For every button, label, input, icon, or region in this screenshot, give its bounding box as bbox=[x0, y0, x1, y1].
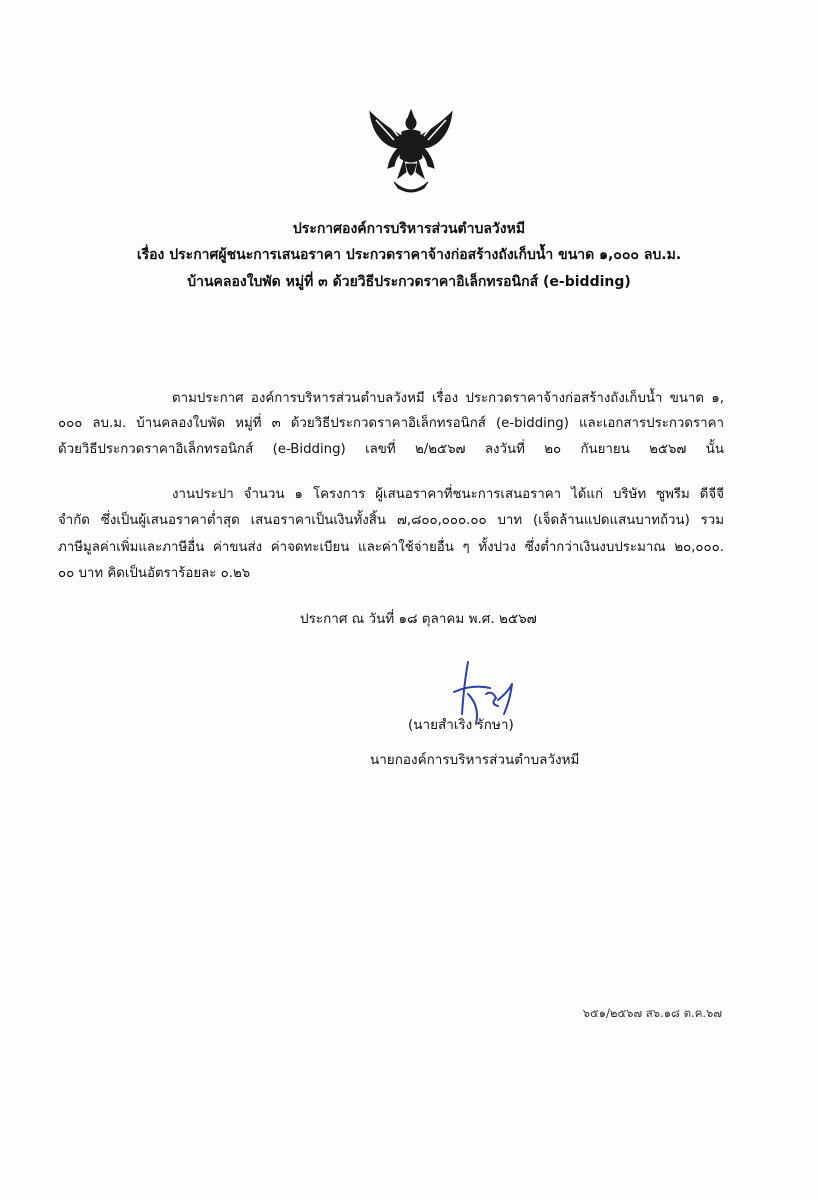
document-reference-number: ๖๕๑/๒๕๖๗ ส๖.๑๘ ต.ค.๖๗ bbox=[582, 1006, 722, 1020]
paragraph2-line2: จำกัด ซึ่งเป็นผู้เสนอราคาต่ำสุด เสนอราคาเป็นเงินทั้งสิ้น ๗,๘๐๐,๐๐๐.๐๐ บาท (เจ็ดล้านแปดแสนบาทถ้วน) รวม bbox=[58, 513, 724, 528]
paragraph2-line3: ภาษีมูลค่าเพิ่มและภาษีอื่น ค่าขนส่ง ค่าจดทะเบียน และค่าใช้จ่ายอื่น ๆ ทั้งปวง ซึ่งต่ำกว่าเงินงบประมาณ ๒๐,๐๐๐. bbox=[58, 540, 724, 555]
paragraph1-line2: ๐๐๐ ลบ.ม. บ้านคลองใบพัด หมู่ที่ ๓ ด้วยวิธีประกวดราคาอิเล็กทรอนิกส์ (e-bidding) และเอกสารประกวดราคา bbox=[58, 416, 724, 431]
garuda-emblem-icon bbox=[364, 106, 458, 200]
signer-name: (นายสำเริง รักษา) bbox=[408, 717, 514, 733]
signer-position: นายกองค์การบริหารส่วนตำบลวังหมี bbox=[370, 752, 580, 768]
paragraph1-line1: ตามประกาศ องค์การบริหารส่วนตำบลวังหมี เรื่อง ประกวดราคาจ้างก่อสร้างถังเก็บน้ำ ขนาด ๑, bbox=[172, 391, 724, 406]
paragraph2-line4: ๐๐ บาท คิดเป็นอัตราร้อยละ ๐.๒๖ bbox=[58, 566, 251, 581]
paragraph2-line1: งานประปา จำนวน ๑ โครงการ ผู้เสนอราคาที่ชนะการเสนอราคา ได้แก่ บริษัท ซูพรีม ดีจีจี bbox=[172, 487, 724, 502]
header-subject-line: เรื่อง ประกาศผู้ชนะการเสนอราคา ประกวดราคาจ้างก่อสร้างถังเก็บน้ำ ขนาด ๑,๐๐๐ ลบ.ม. bbox=[136, 247, 682, 263]
announce-date: ประกาศ ณ วันที่ ๑๘ ตุลาคม พ.ศ. ๒๕๖๗ bbox=[300, 611, 537, 627]
header-subject-line-2: บ้านคลองใบพัด หมู่ที่ ๓ ด้วยวิธีประกวดราคาอิเล็กทรอนิกส์ (e-bidding) bbox=[187, 274, 631, 290]
paragraph1-line3: ด้วยวิธีประกวดราคาอิเล็กทรอนิกส์ (e-Bidding) เลขที่ ๒/๒๕๖๗ ลงวันที่ ๒๐ กันยายน ๒๕๖๗ นั้น bbox=[58, 442, 724, 457]
header-org-title: ประกาศองค์การบริหารส่วนตำบลวังหมี bbox=[292, 221, 526, 237]
